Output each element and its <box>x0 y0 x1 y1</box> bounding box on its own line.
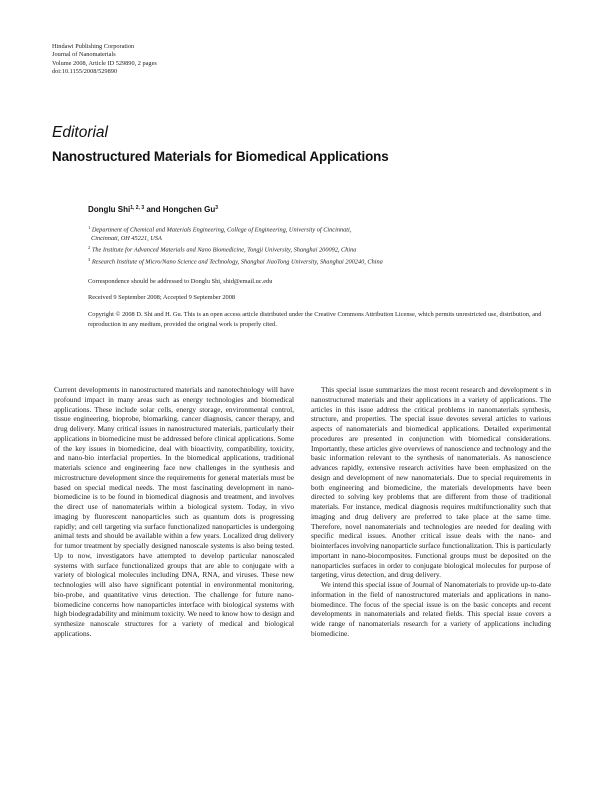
section-label: Editorial <box>52 124 108 141</box>
affiliations <box>88 224 558 267</box>
affiliation-text: The Institute for Advanced Materials and Nano Biomedicine, Tongji University, Shanghai 200092, China <box>90 246 357 254</box>
author-name: Donglu Shi <box>88 205 131 214</box>
affiliation <box>88 256 558 267</box>
affiliation-text: Research Institute of Micro/Nano Science and Technology, Shanghai JiaoTong University, Shanghai 200240, China <box>90 258 383 266</box>
affiliation-text: Department of Chemical and Materials Engineering, College of Engineering, University of Cincinnati, <box>90 226 352 234</box>
author-list <box>88 205 218 214</box>
affiliation-number: 3 <box>88 256 91 262</box>
body-paragraph: Current developments in nanostructured materials and nanotechnology will have profound impact in many areas such as energy technologies and biomedical applications. These include solar cells, energy storage, environmental control, tissue engineering, bioprobe, biomarking, cancer diagnosis, cancer therapy, and drug delivery. Many critical issues in nanostructured materials, particularly their applications in biomedicine must be addressed before clinical applications. Some of the key issues in biomedicine, deal with bioactivity, compatibility, toxicity, and nano-bio interfacial properties. In the biomedical applications, traditional materials science and engineering face new challenges in the synthesis and microstructure development since the requirements for general materials must be based on special medical needs. The most fascinating development in nano-biomedicine is to be found in biomedical diagnosis and treatment, and involves the direct use of nanomaterials within a biological system. Today, in vivo imaging by fluorescent nanoparticles such as quantum dots is progressing rapidly; and cell targeting via surface functionalized nanoparticles is undergoing animal tests and should be available within a few years. Localized drug delivery for tumor treatment by specially designed nanoscale systems is also being tested. Up to now, investigators have attempted to develop particular nanoscaled systems with surface functionalized groups that are able to conjugate with a variety of biological molecules including DNA, RNA, and viruses. These new technologies will also have significant potential in environmental monitoring, bio-probe, and quantitative virus detection. The challenge for future nano-biomedicine concerns how nanoparticles interface with biological systems with high biodegradability and minimum toxicity. We need to know how to design and synthesize nanoscale structures for a variety of medical and biological applications. <box>54 385 294 638</box>
author-affiliation-marker: 1, 2, 3 <box>130 205 145 211</box>
affiliation-number: 2 <box>88 245 91 251</box>
body-column-left <box>54 385 294 639</box>
correspondence: Correspondence should be addressed to Donglu Shi, shid@email.uc.edu <box>88 278 273 285</box>
affiliation <box>88 244 558 255</box>
author-affiliation-marker: 3 <box>215 205 219 211</box>
journal-header <box>52 43 157 76</box>
affiliation-continued: Cincinnati, OH 45221, USA <box>91 235 162 243</box>
body-paragraph: This special issue summarizes the most recent research and development s in nanostructured materials and their applications in a variety of applications. The articles in this issue address the critical problems in nanomaterials synthesis, structure, and properties. The special issue devotes several articles to various aspects of nanomaterials and biomedical applications. Detailed experimental procedures are presented in conjunction with biomedical considerations. Importantly, these articles give overviews of nanoscience and technology and the basic information relevant to the synthesis of nanomaterials. As nanoscience advances rapidly, extensive research activities have been emphasized on the design and development of new nanomaterials. Due to special requirements in both engineering and biomedicine, the materials developments have been directed to solving key problems that are different from those of traditional materials. For instance, medical diagnosis requires multifunctionality such that imaging and drug delivery are preferred to take place at the same time. Therefore, novel nanomaterials and technologies are needed for dealing with specific medical issues. Another critical issue deals with the nano- and biointerfaces involving nanoparticle surface functionalization. This is particularly important in nano-biocomposites. Functional groups must be deposited on the nanoparticles surfaces in order to conjugate biological molecules for purpose of targeting, virus detection, and drug delivery. <box>311 385 551 580</box>
author-conjunction: and <box>144 205 163 214</box>
author-name: Hongchen Gu <box>162 205 216 214</box>
affiliation-number: 1 <box>88 225 91 230</box>
publisher-name: Hindawi Publishing Corporation <box>52 43 135 50</box>
doi: doi:10.1155/2008/529890 <box>52 67 118 75</box>
received-dates: Received 9 September 2008; Accepted 9 September 2008 <box>88 294 236 301</box>
volume-info: Volume 2008, Article ID 529890, 2 pages <box>52 59 157 67</box>
affiliation <box>88 224 558 235</box>
article-title: Nanostructured Materials for Biomedical Applications <box>52 149 389 164</box>
body-paragraph: We intend this special issue of Journal of Nanomaterials to provide up-to-date information in the field of nanostructured materials and applications in nano-biomedince. The focus of the special issue is on the basic concepts and recent developments in nanomaterials and related fields. This special issue covers a wide range of nanomaterials research for a variety of applications including biomedicine. <box>311 580 551 638</box>
body-column-right <box>311 385 551 639</box>
copyright-notice: Copyright © 2008 D. Shi and H. Gu. This is an open access article distributed under the Creative Commons Attribution License, which permits unrestricted use, distribution, and reproduction in any medium, provided the original work is properly cited. <box>88 311 542 328</box>
journal-name: Journal of Nanomaterials <box>52 51 116 59</box>
